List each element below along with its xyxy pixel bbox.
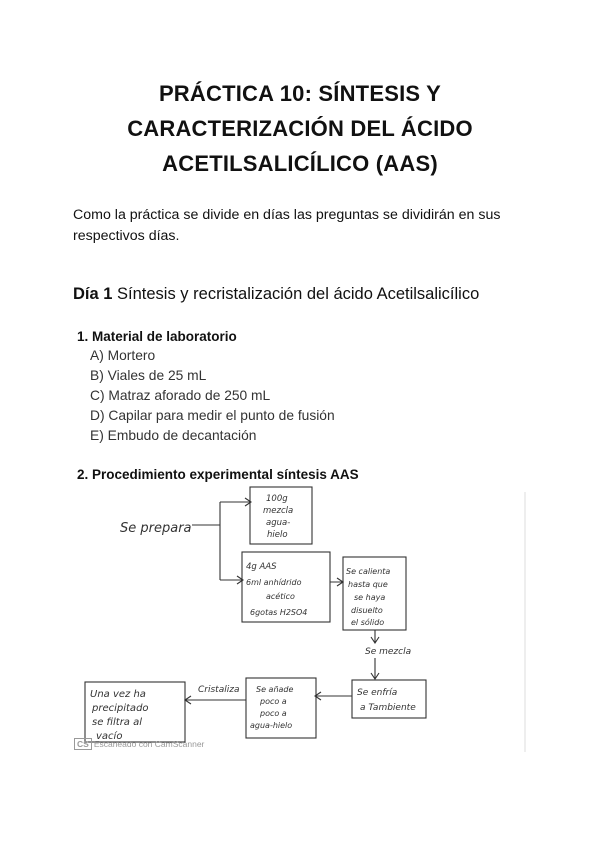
box-5-line: Se añade [256,685,294,694]
list-item: A) Mortero [90,348,156,363]
box-3-line: disuelto [351,606,383,615]
title-line-3: ACETILSALICÍLICO (AAS) [162,151,438,176]
arrow-right-icon [220,576,243,584]
box-6-line: precipitado [92,703,149,714]
box-4-line: a Tambiente [360,703,416,713]
title-line-1: PRÁCTICA 10: SÍNTESIS Y [158,81,442,106]
box-2-line: 4g AAS [246,562,277,572]
arrow-right-icon [330,578,343,586]
diagram-se-mezcla: Se mezcla [365,647,412,657]
section-1-heading: 1. Material de laboratorio [77,329,237,344]
handwritten-procedure-diagram [70,482,540,762]
box-2-line: acético [266,592,295,601]
section-2-heading: 2. Procedimiento experimental síntesis AAS [77,467,359,482]
box-2-line: 6gotas H2SO4 [250,608,308,617]
box-4-line: Se enfría [357,688,398,698]
diagram-se-prepara: Se prepara [120,521,192,536]
box-3-line: Se calienta [346,567,391,576]
list-item: D) Capilar para medir el punto de fusión [90,408,335,423]
box-5-line: poco a [260,697,287,706]
camscanner-logo-icon: CS [74,738,92,750]
box-6-line: se filtra al [92,717,143,728]
arrow-down-icon [371,630,379,643]
box-3-line: el sólido [351,618,385,627]
arrow-down-icon [371,658,379,679]
box-1-line: mezcla [263,506,294,516]
box-1-line: hielo [267,530,288,540]
box-6-line: vacío [96,731,123,742]
material-list [90,346,335,446]
diagram-cristaliza: Cristaliza [198,685,240,695]
box-6-line: Una vez ha [90,689,146,700]
box-5-line: agua-hielo [250,721,293,730]
page-title [60,76,540,181]
box-5-line: poco a [260,709,287,718]
arrow-left-icon [185,696,246,704]
title-line-2: CARACTERIZACIÓN DEL ÁCIDO [127,116,473,141]
day-1-heading [73,285,479,304]
intro-paragraph: Como la práctica se divide en días las preguntas se dividirán en sus respectivos días. [73,207,501,244]
watermark-text: Escaneado con CamScanner [93,739,205,749]
list-item: C) Matraz aforado de 250 mL [90,388,271,403]
list-item: E) Embudo de decantación [90,428,257,443]
box-3-line: se haya [354,593,386,602]
list-item: B) Viales de 25 mL [90,368,207,383]
arrow-right-icon [220,498,251,506]
box-3-line: hasta que [348,580,388,589]
camscanner-watermark [74,738,204,750]
box-1-line: agua- [266,518,291,528]
box-2-line: 6ml anhídrido [246,578,302,587]
day-1-text: Síntesis y recristalización del ácido Acetilsalicílico [117,285,480,303]
day-1-label: Día 1 [73,285,113,303]
box-1-line: 100g [266,494,288,504]
arrow-left-icon [315,692,352,700]
